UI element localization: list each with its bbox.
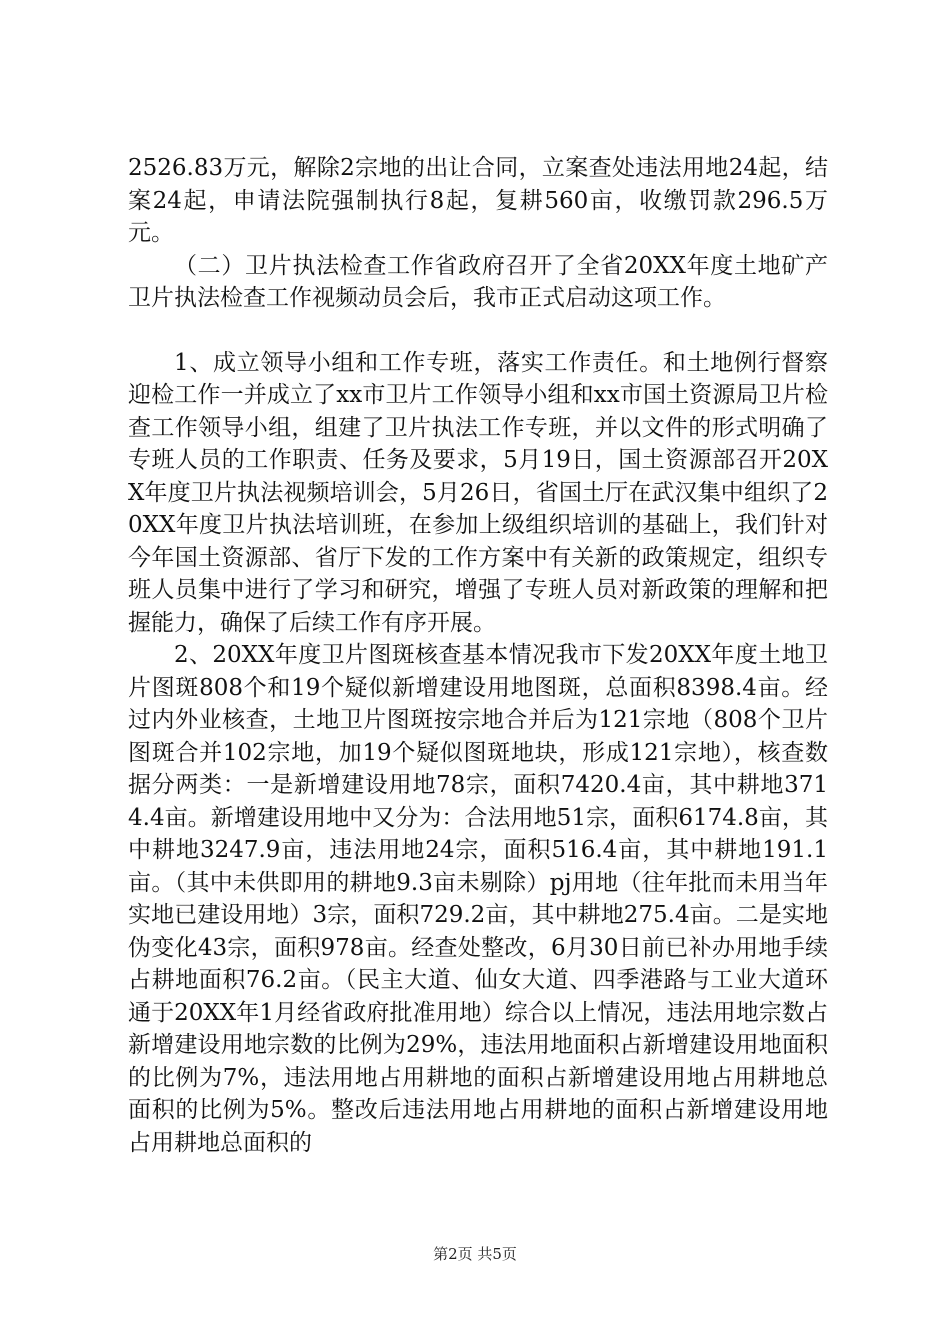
paragraph-item-one: 1、成立领导小组和工作专班，落实工作责任。和土地例行督察迎检工作一并成立了xx市卫片工作领导小组和xx市国土资源局卫片检查工作领导小组，组建了卫片执法工作专班，并以文件的形式明确了专班人员的工作职责、任务及要求，5月19日，国土资源部召开20XX年度卫片执法视频培训会，5月26日，省国土厅在武汉集中组织了20XX年度卫片执法培训班，在参加上级组织培训的基础上，我们针对今年国土资源部、省厅下发的工作方案中有关新的政策规定，组织专班人员集中进行了学习和研究，增强了专班人员对新政策的理解和把握能力，确保了后续工作有序开展。 xyxy=(128,349,828,636)
paragraph-item-two: 2、20XX年度卫片图斑核查基本情况我市下发20XX年度土地卫片图斑808个和19个疑似新增建设用地图斑，总面积8398.4亩。经过内外业核查，土地卫片图斑按宗地合并后为121宗地（808个卫片图斑合并102宗地，加19个疑似图斑地块，形成121宗地），核查数据分两类：一是新增建设用地78宗，面积7420.4亩，其中耕地3714.4亩。新增建设用地中又分为：合法用地51宗，面积6174.8亩，其中耕地3247.9亩，违法用地24宗，面积516.4亩，其中耕地191.1亩。（其中未供即用的耕地9.3亩未剔除）pj用地（往年批而未用当年实地已建设用地）3宗，面积729.2亩，其中耕地275.4亩。二是实地伪变化43宗，面积978亩。经查处整改，6月30日前已补办用地手续占耕地面积76.2亩。（民主大道、仙女大道、四季港路与工业大道环通于20XX年1月经省政府批准用地）综合以上情况，违法用地宗数占新增建设用地宗数的比例为29%，违法用地面积占新增建设用地面积的比例为7%，违法用地占用耕地的面积占新增建设用地占用耕地总面积的比例为5%。整改后违法用地占用耕地的面积占新增建设用地占用耕地总面积的 xyxy=(128,642,828,1156)
document-body xyxy=(128,152,828,1159)
page-footer: 第2页 共5页 xyxy=(433,1245,517,1263)
paragraph-section-two: （二）卫片执法检查工作省政府召开了全省20XX年度土地矿产卫片执法检查工作视频动员会后，我市正式启动这项工作。 xyxy=(128,252,828,311)
paragraph-continuation: 2526.83万元，解除2宗地的出让合同，立案查处违法用地24起，结案24起，申请法院强制执行8起，复耕560亩，收缴罚款296.5万元。 xyxy=(128,155,828,246)
